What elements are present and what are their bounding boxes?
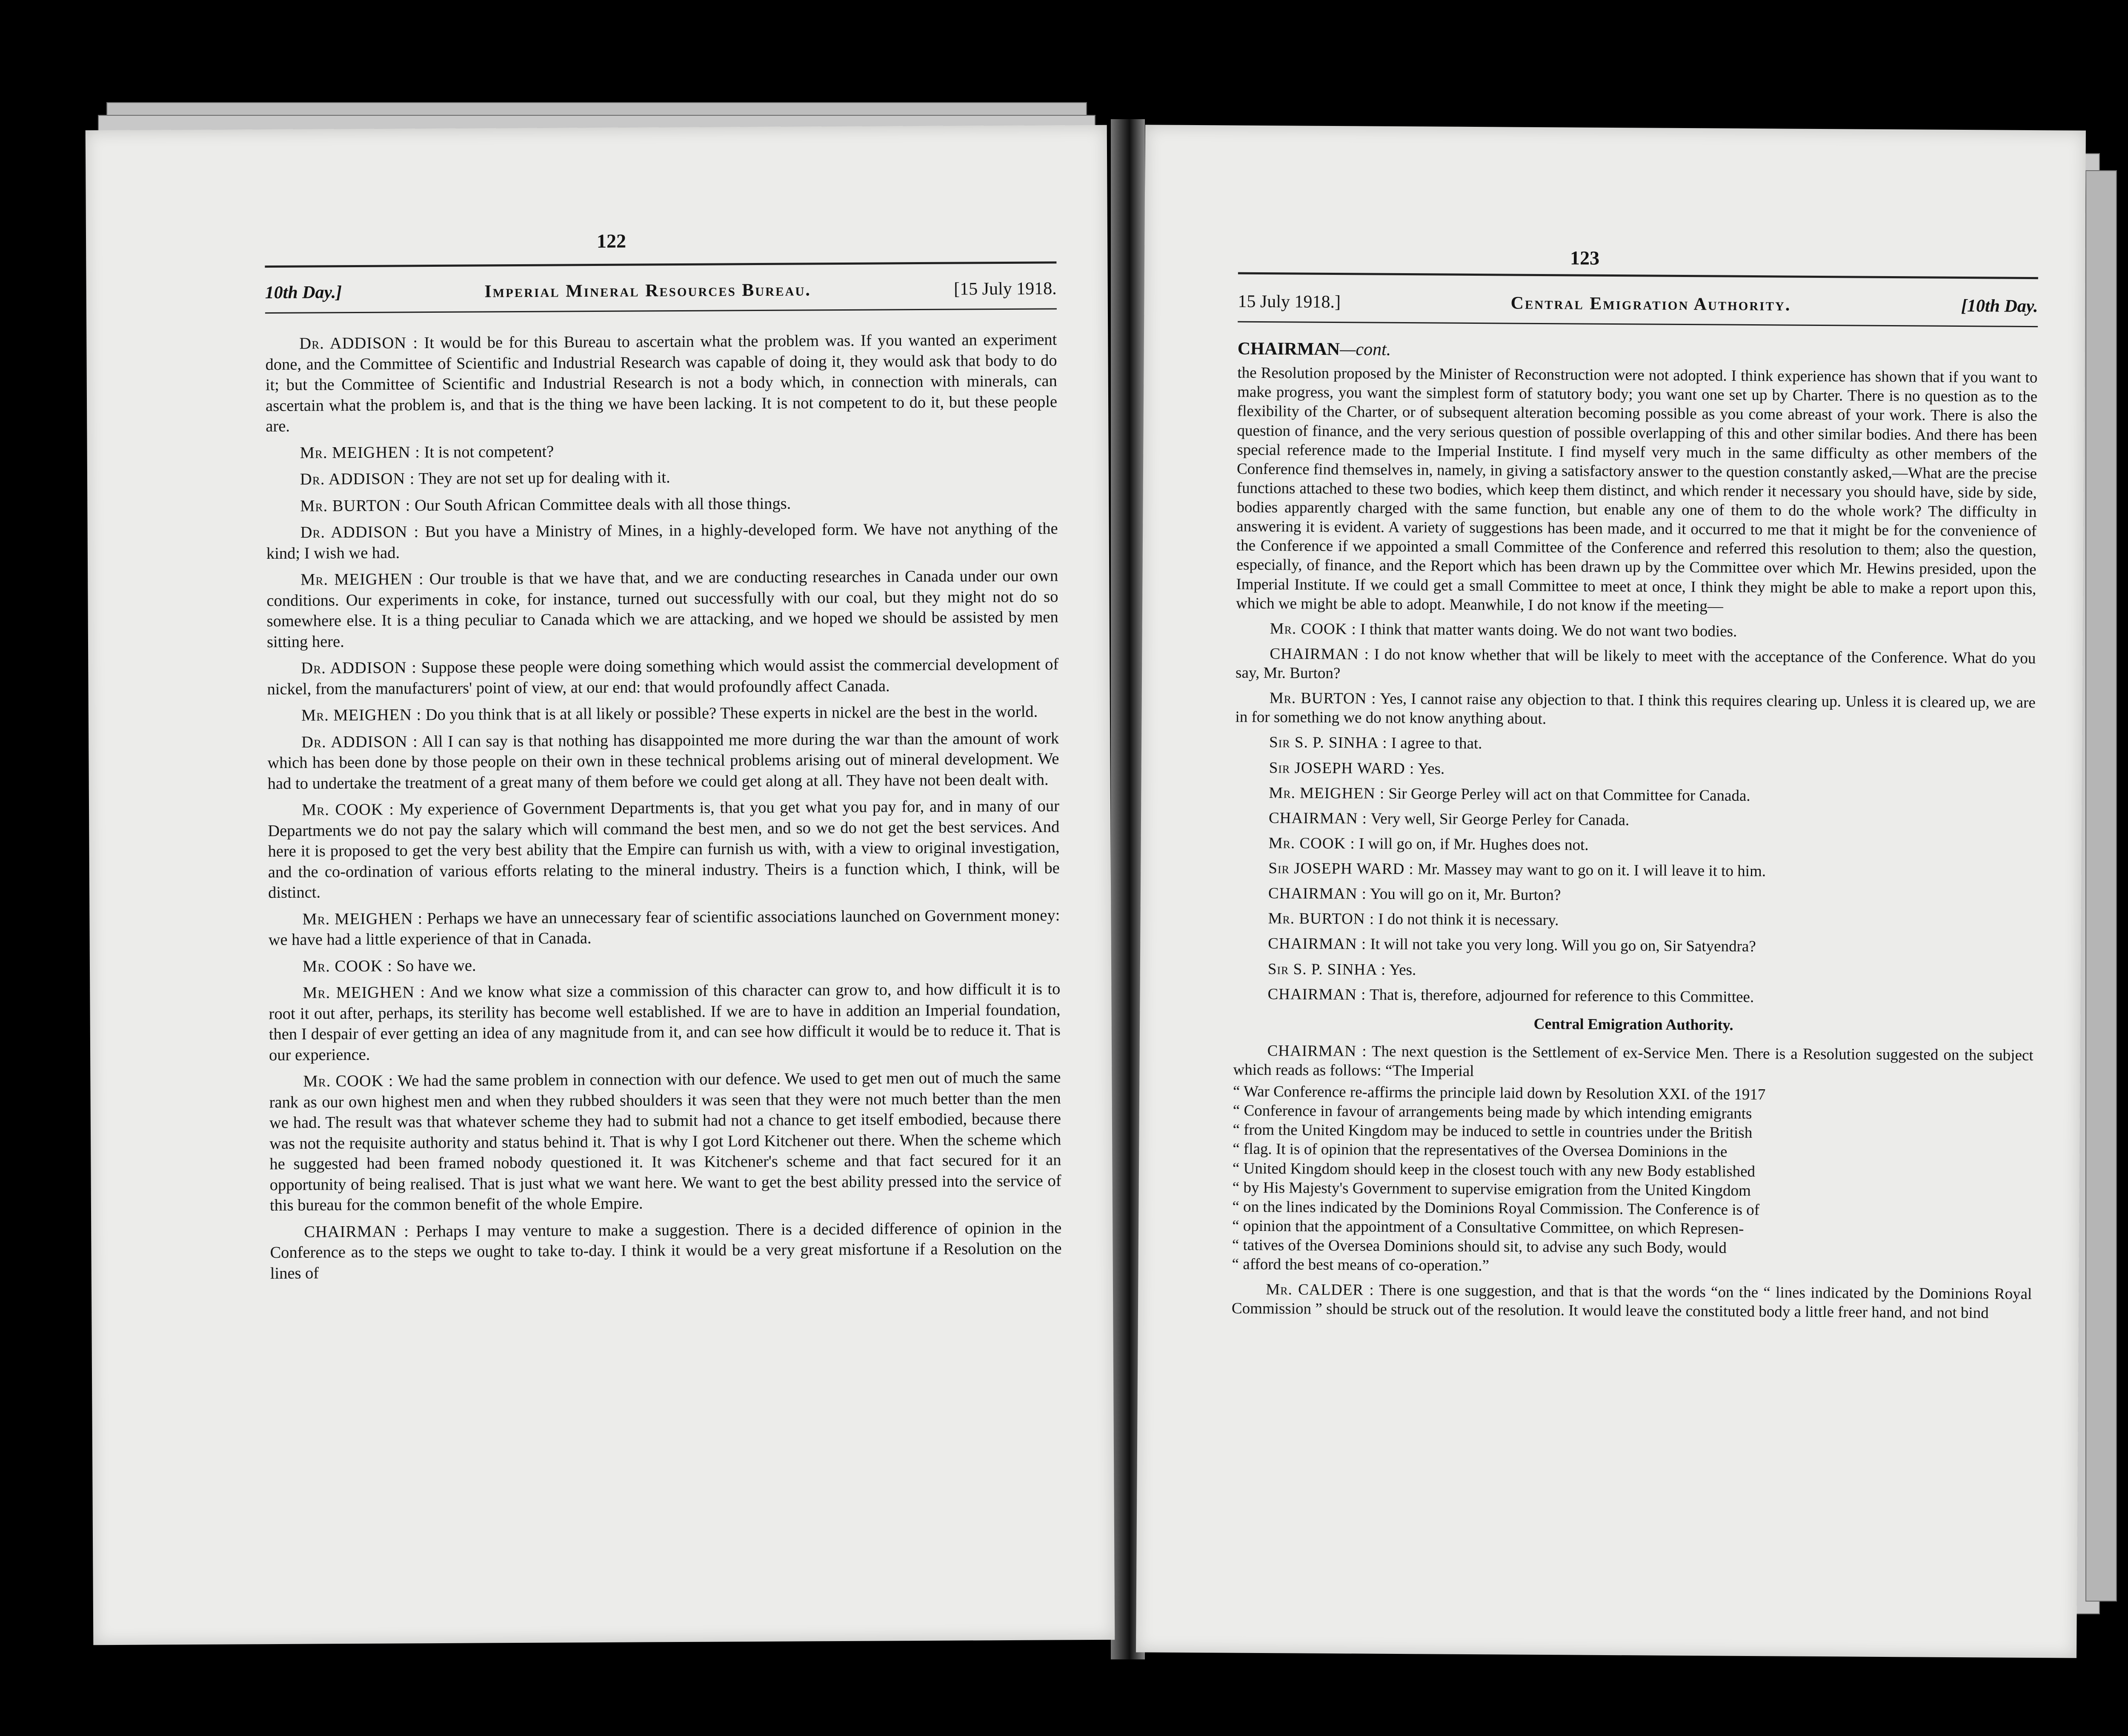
quote-line: “ tatives of the Oversea Dominions should sit, to advise any such Body, would (1232, 1236, 1727, 1257)
speaker: Mr. COOK : (1268, 834, 1355, 853)
running-head-day: 10th Day.] (265, 283, 342, 303)
paragraph (1234, 859, 2034, 883)
paragraph-text: Yes. (1418, 760, 1445, 778)
speaker: CHAIRMAN : (1267, 985, 1366, 1004)
paragraph-text: The next question is the Settlement of ex-Service Men. There is a Resolution suggested on the subject which reads as follows: “The Imperial (1233, 1042, 2034, 1080)
paragraph (269, 1067, 1061, 1216)
speaker: Mr. MEIGHEN : (300, 570, 424, 589)
paragraph (1233, 1041, 2034, 1084)
paragraph (1234, 959, 2034, 983)
continuation-marker: —cont. (1339, 340, 1391, 360)
speaker: Dr. ADDISON : (301, 732, 418, 751)
speaker: Mr. MEIGHEN : (303, 983, 426, 1002)
speaker: Dr. ADDISON : (300, 470, 415, 488)
paragraph-text: It would be for this Bureau to ascertain what the problem was. If you wanted an experiment done, and the Committee of Scientific and Industrial Research was capable of doing it, they would ask that body to do it; but the Committee of Scientific and Industrial Research is not a body which, in connection with minerals, can ascertain what the problem is, and that is the thing we have been lacking. It is not competent to do it, but these people are. (265, 331, 1058, 436)
quote-line: “ on the lines indicated by the Dominions Royal Commission. The Conference is of (1232, 1198, 1760, 1219)
paragraph (1236, 644, 2036, 688)
paragraph-text: I agree to that. (1391, 734, 1482, 753)
page-number: 123 (1570, 247, 1600, 269)
running-head (265, 278, 1057, 303)
speaker: Mr. MEIGHEN : (301, 706, 422, 725)
paragraph (266, 492, 1058, 517)
continuation-paragraph: the Resolution proposed by the Minister of Reconstruction were not adopted. I think experience has shown that if you want to make progress, you want the simplest form of statutory body; you want one set up by Charter. There is no question as to the flexibility of the Charter, or of subsequent alteration becoming possible as you come abreast of your work. There is also the question of finance, and the very serious question of possible overlapping of this and other similar bodies. And there has been special reference made to the Imperial Institute. I find myself very much in the same difficulty as other members of the Conference find themselves in, namely, in giving a satisfactory answer to the question constantly asked,—What are the precise functions attached to these two bodies, which keep them distinct, and which render it necessary you should have, side by side, bodies apparently charged with the same function, but enable any one of them to do the whole work? The difficulty in answering it is evident. A variety of suggestions has been made, and it occurred to me that it might be for the convenience of the Conference if we appointed a small Committee of the Conference and referred this resolution to them; also the question, especially, of finance, and the Report which has been drawn up by the Committee over which Mr. Hewins presided, upon the Imperial Institute. If we could get a small Committee to meet at once, I think they might be able to make a report upon this, which we might be able to adopt. Meanwhile, I do not know if the meeting— (1236, 364, 2038, 615)
speaker: Mr. COOK : (1270, 620, 1357, 638)
paragraph (265, 329, 1057, 437)
paragraph-text: But you have a Ministry of Mines, in a highly-developed form. We have not anything of the kind; I wish we had. (266, 520, 1058, 562)
paragraph-text: Mr. Massey may want to go on it. I will leave it to him. (1417, 860, 1766, 880)
quote-line: “ opinion that the appointment of a Consultative Committee, on which Represen- (1232, 1217, 1744, 1238)
continuation-speaker: CHAIRMAN (1237, 339, 1340, 360)
speaker: Mr. COOK : (301, 800, 395, 819)
running-head-title: Imperial Mineral Resources Bureau. (484, 280, 812, 302)
quote-line: “ afford the best means of co-operation.” (1232, 1255, 1490, 1275)
paragraph-text: We had the same problem in connection with our defence. We used to get men out of much the same rank as our own highest men and when they rubbed shoulders it was seen that they were not much better than the men we had. The result was that whatever scheme they had to submit had not a chance to get itself embodied, because there was not the requisite authority and status behind it. That is why I got Lord Kitchener out there. When the scheme which he suggested had been framed nobody questioned it. It was Kitchener's scheme and that fact secured for it an opportunity of being realised. That is just what we want here. We want to get the best ability pressed into the service of this bureau for the common benefit of the whole Empire. (269, 1068, 1061, 1215)
paragraph-text: It will not take you very long. Will you go on, Sir Satyendra? (1370, 936, 1756, 956)
right-page-text (1232, 338, 2038, 1329)
paragraph-text: Do you think that is at all likely or possible? These experts in nickel are the best in the world. (425, 702, 1038, 724)
paragraph-text: Yes. (1389, 961, 1416, 979)
speaker: Mr. COOK : (302, 957, 393, 976)
paragraph (267, 654, 1058, 700)
paragraph (1234, 934, 2034, 958)
left-page (86, 125, 1115, 1645)
paragraph-text: I think that matter wants doing. We do not want two bodies. (1360, 620, 1737, 640)
page-stack-edge (2085, 170, 2117, 1602)
paragraph-text: And we know what size a commission of this character can grow to, and how difficult it is to root it out after, perhaps, its sterility has become well established. If we are to have in addition an Imperial foundation, then I despair of ever getting an idea of any magnitude from it, and can see how difficult it would be to reduce it. That is our experience. (269, 980, 1061, 1064)
paragraph-text: Our South African Committee deals with all those things. (414, 494, 791, 514)
running-head (1238, 291, 2038, 317)
speaker: CHAIRMAN : (1268, 935, 1367, 953)
page-number: 122 (596, 230, 626, 252)
speaker: Mr. COOK : (303, 1072, 394, 1091)
speaker: Dr. ADDISON : (300, 523, 419, 542)
paragraph (1232, 1280, 2032, 1323)
paragraph (1233, 984, 2034, 1008)
quote-line: “ Conference in favour of arrangements being made by which intending emigrants (1233, 1102, 1752, 1123)
quote-line: “ from the United Kingdom may be induced to settle in countries under the British (1233, 1121, 1753, 1142)
speaker: Mr. MEIGHEN : (1269, 784, 1385, 802)
paragraph (267, 728, 1059, 794)
running-head-day: [10th Day. (1961, 296, 2038, 317)
speaker: CHAIRMAN : (304, 1222, 409, 1241)
speaker: CHAIRMAN : (1268, 885, 1367, 903)
paragraph (267, 701, 1059, 726)
paragraph (266, 565, 1058, 652)
paragraph-text: Yes, I cannot raise any objection to that. I think this requires clearing up. Unless it is cleared up, we are in for something we do not know anything about. (1235, 690, 2036, 728)
speaker: Mr. BURTON : (1268, 910, 1375, 928)
paragraph (1236, 619, 2036, 643)
paragraph-text: They are not set up for dealing with it. (418, 468, 670, 488)
paragraph-text: Suppose these people were doing something which would assist the commercial development of nickel, from the manufacturers' point of view, at our end: that would profoundly affect Canada. (267, 655, 1059, 698)
paragraph (270, 1218, 1062, 1284)
speaker: Mr. BURTON : (300, 496, 411, 515)
paragraph (269, 952, 1060, 977)
speaker: Dr. ADDISON : (301, 659, 417, 677)
paragraph (1235, 783, 2035, 807)
resolution-quote (1232, 1082, 2033, 1279)
paragraph-text: Sir George Perley will act on that Committee for Canada. (1388, 785, 1750, 805)
paragraph (269, 979, 1061, 1065)
quote-line: “ War Conference re-affirms the principle laid down by Resolution XXI. of the 1917 (1233, 1082, 1766, 1104)
speaker: Sir JOSEPH WARD : (1269, 759, 1415, 777)
header-rule (265, 261, 1056, 268)
paragraph (266, 465, 1058, 490)
paragraph-text: That is, therefore, adjourned for reference to this Committee. (1369, 986, 1754, 1006)
running-head-title: Central Emigration Authority. (1510, 293, 1791, 315)
paragraph (1235, 834, 2035, 858)
speaker: CHAIRMAN : (1267, 1042, 1367, 1060)
paragraph-text: Our trouble is that we have that, and we are conducting researches in Canada under our own conditions. Our experiments in coke, for instance, turned out successfully with our coal, but they might not do so somewhere else. It is a thing peculiar to Canada which we are attacking, and we hoped we should be assisted by men sitting here. (266, 567, 1058, 651)
paragraph (1235, 688, 2036, 732)
paragraph-text: Perhaps I may venture to make a suggestion. There is a decided difference of opinion in the Conference as to the steps we ought to take to-day. I think it would be a very great misfortune if a Resolution on the lines of (270, 1219, 1062, 1282)
paragraph-text: I will go on, if Mr. Hughes does not. (1359, 835, 1589, 854)
paragraph-text: You will go on it, Mr. Burton? (1370, 885, 1561, 904)
header-rule (265, 308, 1057, 314)
speaker: Dr. ADDISON : (299, 334, 418, 353)
speaker: Mr. MEIGHEN : (302, 909, 423, 928)
exchange-list (1233, 619, 2036, 1008)
paragraph-text: Very well, Sir George Perley for Canada. (1370, 810, 1630, 829)
speaker: CHAIRMAN : (1268, 809, 1367, 828)
header-rule (1238, 321, 2038, 327)
running-head-date: [15 July 1918. (954, 279, 1057, 299)
paragraph-text: My experience of Government Departments is, that you get what you pay for, and in many of our Departments we do not pay the salary which will command the best men, and so we do not get the best services. And here it is proposed to get the very best ability that the Empire can furnish us with, with a view to original investigation, and the co-ordination of various efforts relating to the mineral industry. Theirs is a function which, I think, will be distinct. (268, 797, 1060, 902)
paragraph-text: I do not think it is necessary. (1378, 911, 1559, 929)
continuation-heading (1238, 338, 2038, 365)
quote-line: “ by His Majesty's Government to supervise emigration from the United Kingdom (1232, 1179, 1751, 1199)
speaker: Mr. CALDER : (1266, 1281, 1374, 1299)
paragraph (1234, 909, 2034, 933)
paragraph-text: So have we. (396, 957, 476, 975)
paragraph (1235, 808, 2035, 832)
quote-line: “ flag. It is of opinion that the representatives of the Oversea Dominions in the (1233, 1140, 1728, 1161)
speaker: Sir S. P. SINHA : (1267, 960, 1386, 979)
paragraph-text: I do not know whether that will be likely to meet with the acceptance of the Conference. What do you say, Mr. Burton? (1235, 645, 2036, 682)
paragraph (1234, 884, 2034, 908)
paragraph (268, 905, 1060, 951)
paragraph (1235, 733, 2035, 757)
section-heading: Central Emigration Authority. (1533, 1015, 1733, 1034)
speaker: CHAIRMAN : (1270, 645, 1370, 663)
speaker: Mr. BURTON : (1269, 689, 1376, 708)
header-rule (1238, 272, 2038, 279)
quote-line: “ United Kingdom should keep in the closest touch with any new Body established (1232, 1159, 1756, 1180)
paragraph-text: There is one suggestion, and that is that the words “on the “ lines indicated by the Dominions Royal Commission ” should be struck out of the resolution. It would leave the constituted body a little freer hand, and not bind (1231, 1281, 2032, 1322)
paragraph-text: It is not competent? (424, 443, 554, 461)
paragraph (1235, 758, 2035, 782)
paragraph-text: Perhaps we have an unnecessary fear of scientific associations launched on Government money: we have had a little experience of that in Canada. (268, 906, 1060, 949)
paragraph (268, 796, 1060, 903)
right-page (1136, 125, 2086, 1658)
left-page-text (265, 329, 1062, 1290)
paragraph (266, 439, 1058, 463)
speaker: Sir JOSEPH WARD : (1268, 859, 1414, 878)
speaker: Mr. MEIGHEN : (300, 443, 420, 462)
running-head-date: 15 July 1918.] (1238, 291, 1341, 312)
speaker: Sir S. P. SINHA : (1269, 734, 1387, 752)
paragraph-text: All I can say is that nothing has disappointed me more during the war than the amount of work which has been done by those people on their own in these technical problems arising out of mineral development. We had to undertake the treatment of a great many of them before we could get along at all. They have not been dealt with. (267, 729, 1059, 793)
paragraph (266, 518, 1058, 564)
